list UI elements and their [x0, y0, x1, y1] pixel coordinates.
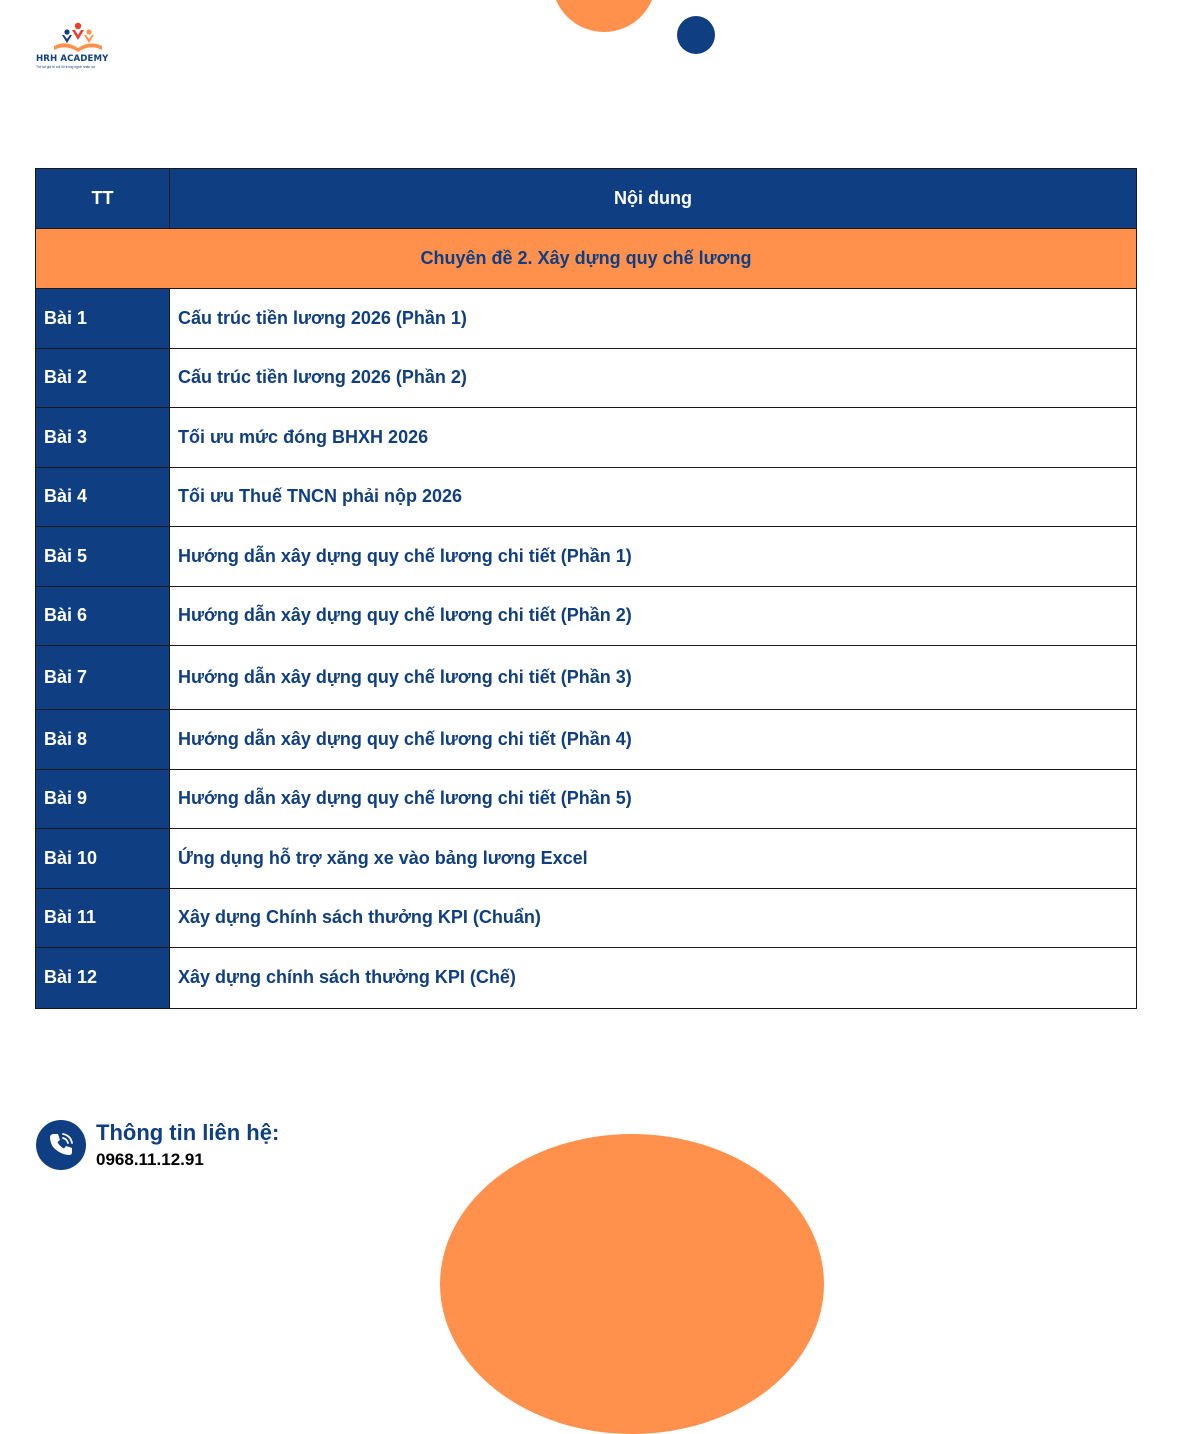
lesson-title: Hướng dẫn xây dựng quy chế lương chi tiết (Phần 2)	[170, 587, 1136, 646]
lesson-title: Tối ưu mức đóng BHXH 2026	[170, 408, 1136, 467]
table-row	[36, 289, 1136, 349]
decorative-orange-circle-top	[552, 0, 656, 32]
lesson-number: Bài 6	[36, 587, 170, 646]
lesson-number: Bài 11	[36, 889, 170, 948]
header-content: Nội dung	[614, 188, 692, 208]
contact-info	[36, 1118, 396, 1178]
table-row	[36, 889, 1136, 949]
lesson-number: Bài 5	[36, 527, 170, 586]
lesson-title: Hướng dẫn xây dựng quy chế lương chi tiết (Phần 1)	[170, 527, 1136, 586]
table-row	[36, 587, 1136, 647]
contact-title: Thông tin liên hệ:	[96, 1120, 280, 1145]
lesson-title: Hướng dẫn xây dựng quy chế lương chi tiết (Phần 4)	[170, 710, 1136, 769]
lesson-title: Hướng dẫn xây dựng quy chế lương chi tiết (Phần 5)	[170, 770, 1136, 829]
lesson-number: Bài 2	[36, 349, 170, 408]
lesson-number: Bài 4	[36, 468, 170, 527]
table-row	[36, 948, 1136, 1008]
table-row	[36, 468, 1136, 528]
lesson-title: Xây dựng chính sách thưởng KPI (Chế)	[170, 948, 1136, 1008]
phone-icon	[36, 1120, 86, 1170]
table-row	[36, 710, 1136, 770]
table-row	[36, 408, 1136, 468]
academy-logo	[36, 20, 118, 72]
table-row	[36, 527, 1136, 587]
decorative-orange-circle-bottom	[440, 1134, 824, 1434]
lesson-number: Bài 7	[36, 646, 170, 709]
lesson-number: Bài 12	[36, 948, 170, 1008]
decorative-blue-dot	[677, 16, 715, 54]
header-tt: TT	[36, 169, 170, 228]
lesson-number: Bài 9	[36, 770, 170, 829]
lesson-title: Cấu trúc tiền lương 2026 (Phần 2)	[170, 349, 1136, 408]
curriculum-table	[35, 168, 1137, 1009]
table-row	[36, 829, 1136, 889]
lesson-title: Ứng dụng hỗ trợ xăng xe vào bảng lương Excel	[170, 829, 1136, 888]
contact-phone[interactable]: 0968.11.12.91	[96, 1150, 204, 1169]
lesson-title: Xây dựng Chính sách thưởng KPI (Chuẩn)	[170, 889, 1136, 948]
lesson-number: Bài 3	[36, 408, 170, 467]
table-row	[36, 646, 1136, 710]
lesson-title: Hướng dẫn xây dựng quy chế lương chi tiết (Phần 3)	[170, 646, 1136, 709]
table-row	[36, 349, 1136, 409]
lesson-title: Tối ưu Thuế TNCN phải nộp 2026	[170, 468, 1136, 527]
lesson-number: Bài 10	[36, 829, 170, 888]
logo-tagline: Trở lại giá trị cốt lõi trong nghề nhân sự	[36, 65, 96, 69]
section-title-row: Chuyên đề 2. Xây dựng quy chế lương	[36, 229, 1136, 289]
logo-name: HRH ACADEMY	[36, 54, 109, 64]
table-header-row	[36, 169, 1136, 229]
lesson-title: Cấu trúc tiền lương 2026 (Phần 1)	[170, 289, 1136, 348]
lesson-number: Bài 1	[36, 289, 170, 348]
lesson-number: Bài 8	[36, 710, 170, 769]
logo-mark-icon	[50, 20, 106, 54]
table-row	[36, 770, 1136, 830]
